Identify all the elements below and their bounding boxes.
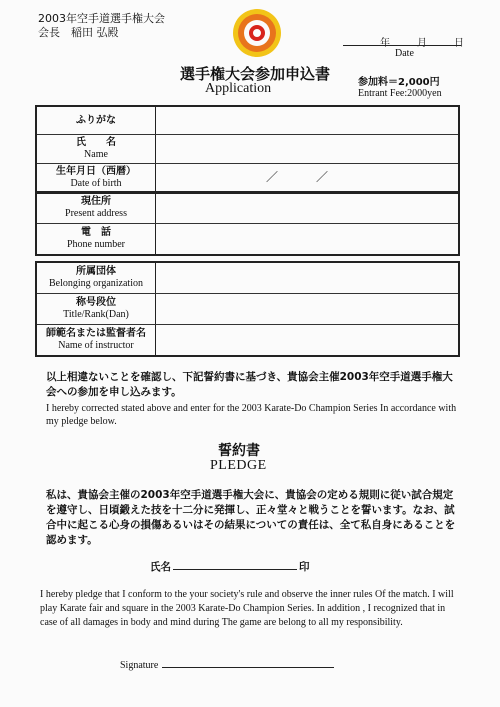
address-row [36, 192, 459, 224]
organization-label-en: Belonging organization [49, 278, 143, 289]
phone-field[interactable] [156, 224, 460, 256]
name-field[interactable] [156, 135, 460, 164]
date-divider [343, 45, 461, 46]
instructor-field[interactable] [156, 325, 460, 357]
date-label: Date [395, 48, 414, 59]
date-month[interactable]: 月 [417, 38, 427, 49]
pledge-title-jp: 誓約書 [218, 443, 260, 459]
seal-label: 印 [299, 561, 310, 573]
rank-label-en: Title/Rank(Dan) [63, 309, 129, 320]
address-label-jp: 現住所 [81, 196, 111, 207]
personal-info-table [35, 105, 460, 194]
instructor-label-jp: 師範名または監督者名 [46, 328, 146, 339]
dob-separator-1: ／ [266, 170, 279, 184]
name-signature-line [150, 559, 330, 574]
entry-fee-en: Entrant Fee:2000yen [358, 88, 442, 99]
instructor-label-en: Name of instructor [58, 340, 134, 351]
confirmation-text-jp: 以上相違ないことを確認し、下記誓約書に基づき、貴協会主催2003年空手道選手権大会への参加を申し込みます。 [46, 371, 453, 398]
form-title-en: Application [205, 81, 272, 96]
furigana-label: ふりがな [76, 114, 116, 126]
affiliation-table [35, 261, 460, 357]
dob-row [36, 164, 459, 194]
furigana-row [36, 106, 459, 135]
signature-name-field[interactable] [173, 559, 297, 570]
name-row [36, 135, 459, 164]
rank-field[interactable] [156, 294, 460, 325]
event-name: 2003年空手道選手権大会 [38, 12, 165, 25]
letter-header [38, 12, 165, 40]
rank-label-jp: 称号段位 [76, 297, 116, 308]
signature-line [120, 657, 334, 671]
organization-label-jp: 所属団体 [76, 266, 116, 277]
date-fields [380, 34, 464, 49]
name-label-en: Name [84, 149, 108, 160]
pledge-body-jp: 私は、貴協会主催の2003年空手道選手権大会に、貴協会の定める規則に従い試合規定を遵守し、日頃鍛えた技を十二分に発揮し、正々堂々と戦うことを誓います。なお、試合中に起こる心身の損傷あるいはその結果についての責任は、全て私自身にあることを認めます。 [46, 489, 456, 546]
signature-label: Signature [120, 660, 159, 671]
address-label-en: Present address [65, 208, 127, 219]
furigana-field[interactable] [156, 106, 460, 135]
pledge-body-en: I hereby pledge that I conform to the your society's rule and observe the inner rules Of the match. I will play Karate fair and square in the 2003 Karate-Do Champion Series. In addition , I recognized that in case of all damages in body and mind during The game are belong to all my responsibility. [40, 589, 454, 628]
instructor-row [36, 325, 459, 357]
phone-row [36, 224, 459, 256]
date-year[interactable]: 年 [380, 38, 390, 49]
pledge-title-en: PLEDGE [210, 458, 267, 473]
rank-row [36, 294, 459, 325]
signature-field[interactable] [162, 657, 334, 668]
association-logo-icon [232, 8, 282, 58]
form-title-jp: 選手権大会参加申込書 [180, 65, 331, 83]
confirmation-text-en: I hereby corrected stated above and enter for the 2003 Karate-Do Champion Series In accordance with my pledge below. [46, 403, 457, 427]
organization-field[interactable] [156, 262, 460, 294]
dob-label-en: Date of birth [70, 178, 122, 189]
organization-row [36, 262, 459, 294]
address-field[interactable] [156, 192, 460, 224]
phone-label-en: Phone number [66, 239, 126, 250]
dob-label-jp: 生年月日（西暦） [56, 166, 136, 177]
date-day[interactable]: 日 [454, 38, 464, 49]
signature-name-label: 氏名 [150, 561, 171, 573]
contact-info-table [35, 191, 460, 256]
dob-field[interactable] [156, 164, 460, 194]
dob-separator-2: ／ [316, 170, 329, 184]
entry-fee-jp: 参加料＝2,000円 [358, 77, 440, 88]
phone-label-jp: 電 話 [81, 227, 111, 238]
name-label-jp: 氏 名 [76, 137, 116, 148]
addressee: 会長 稲田 弘殿 [38, 26, 119, 39]
